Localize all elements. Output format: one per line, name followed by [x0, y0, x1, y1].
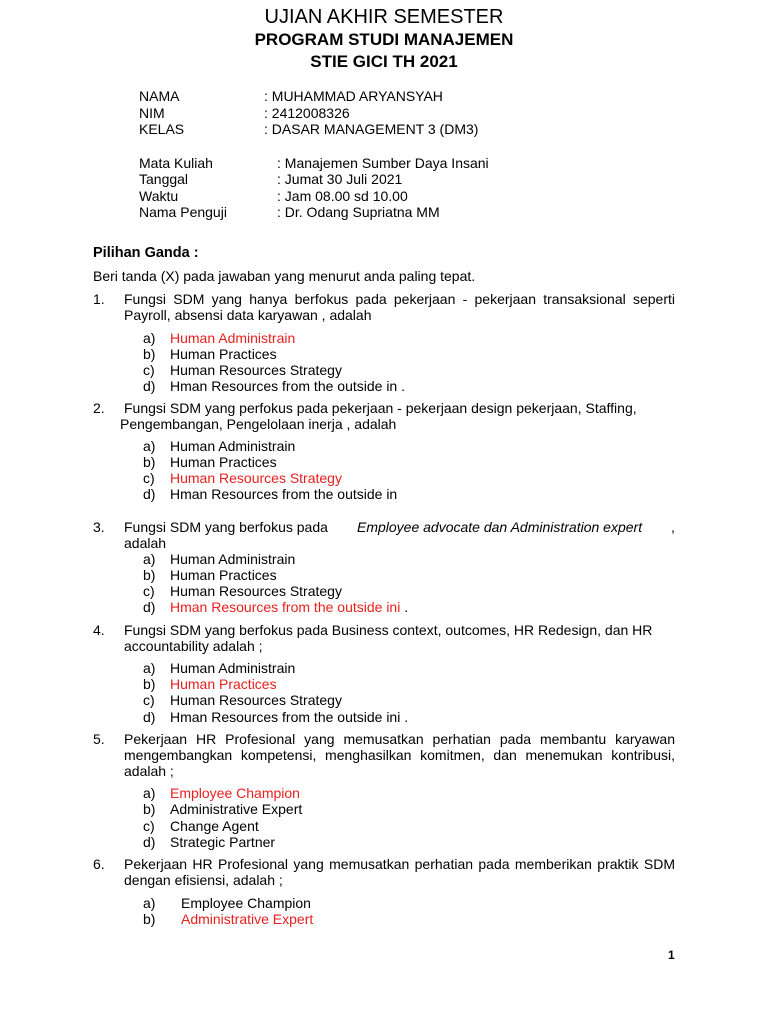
q2-option-c-letter: c) — [143, 470, 155, 486]
waktu-value: : Jam 08.00 sd 10.00 — [277, 188, 408, 204]
q2-option-b: Human Practices — [170, 454, 277, 470]
q1-option-c: Human Resources Strategy — [170, 362, 342, 378]
q3-option-d-answer — [170, 599, 408, 615]
question-3-line-1: Fungsi SDM yang berfokus pada — [124, 519, 328, 535]
q4-option-d-letter: d) — [143, 709, 156, 725]
question-3-line-2: adalah — [124, 535, 167, 551]
nim-label: NIM — [139, 105, 165, 121]
program-title: PROGRAM STUDI MANAJEMEN — [254, 30, 514, 49]
q3-option-c: Human Resources Strategy — [170, 583, 342, 599]
q2-option-d: Hman Resources from the outside in — [170, 486, 398, 502]
q1-option-b-letter: b) — [143, 346, 156, 362]
kelas-label: KELAS — [139, 121, 185, 137]
q5-option-a-answer: Employee Champion — [170, 785, 300, 801]
question-5-line-3: adalah ; — [124, 763, 174, 779]
q4-option-d: Hman Resources from the outside ini . — [170, 709, 409, 725]
q2-option-d-letter: d) — [143, 486, 156, 502]
q2-option-a: Human Administrain — [170, 438, 296, 454]
q3-option-b: Human Practices — [170, 567, 277, 583]
mata-kuliah-value: : Manajemen Sumber Daya Insani — [277, 155, 489, 171]
question-2-line-1: Fungsi SDM yang perfokus pada pekerjaan - pekerjaan design pekerjaan, Staffing, — [124, 400, 637, 416]
institution-title: STIE GICI TH 2021 — [310, 52, 458, 71]
question-5-line-2: mengembangkan kompetensi, menghasilkan komitmen, dan menemukan kontribusi, — [124, 747, 675, 763]
q1-option-b: Human Practices — [170, 346, 277, 362]
q4-option-a: Human Administrain — [170, 660, 296, 676]
q6-option-a: Employee Champion — [181, 895, 311, 911]
question-6-line-1: Pekerjaan HR Profesional yang memusatkan perhatian pada memberikan praktik SDM — [124, 856, 675, 872]
q3-option-d-text: Hman Resources from the outside ini — [170, 599, 401, 615]
q6-option-a-letter: a) — [143, 895, 156, 911]
q4-option-b-answer: Human Practices — [170, 676, 277, 692]
question-4-line-1: Fungsi SDM yang berfokus pada Business context, outcomes, HR Redesign, dan HR — [124, 622, 653, 638]
q5-option-c: Change Agent — [170, 818, 259, 834]
q5-option-c-letter: c) — [143, 818, 155, 834]
nama-value: : MUHAMMAD ARYANSYAH — [264, 88, 443, 104]
q5-option-b-letter: b) — [143, 801, 156, 817]
question-5-line-1: Pekerjaan HR Profesional yang memusatkan perhatian pada membantu karyawan — [124, 731, 675, 747]
q3-option-b-letter: b) — [143, 567, 156, 583]
section-heading: Pilihan Ganda : — [93, 245, 199, 261]
question-3-italic-phrase: Employee advocate dan Administration expert — [357, 519, 643, 535]
q4-option-a-letter: a) — [143, 660, 156, 676]
q5-option-b: Administrative Expert — [170, 801, 303, 817]
q3-option-a: Human Administrain — [170, 551, 296, 567]
question-1-number: 1. — [93, 291, 105, 307]
question-3-comma: , — [671, 519, 675, 535]
question-1-line-1: Fungsi SDM yang hanya berfokus pada pekerjaan - pekerjaan transaksional seperti — [124, 291, 675, 307]
q3-option-d-suffix: . — [400, 599, 409, 615]
q4-option-c-letter: c) — [143, 692, 155, 708]
question-4-number: 4. — [93, 622, 105, 638]
question-1-line-2: Payroll, absensi data karyawan , adalah — [124, 307, 372, 323]
q1-option-a-letter: a) — [143, 330, 156, 346]
tanggal-value: : Jumat 30 Juli 2021 — [277, 171, 403, 187]
q6-option-b-answer: Administrative Expert — [181, 911, 314, 927]
q4-option-c: Human Resources Strategy — [170, 692, 342, 708]
q3-option-a-letter: a) — [143, 551, 156, 567]
page-number: 1 — [668, 948, 675, 962]
tanggal-label: Tanggal — [139, 171, 189, 187]
q5-option-a-letter: a) — [143, 785, 156, 801]
q6-option-b-letter: b) — [143, 911, 156, 927]
q2-option-a-letter: a) — [143, 438, 156, 454]
waktu-label: Waktu — [139, 188, 179, 204]
question-3-number: 3. — [93, 519, 105, 535]
nama-label: NAMA — [139, 88, 180, 104]
penguji-label: Nama Penguji — [139, 204, 227, 220]
question-5-number: 5. — [93, 731, 105, 747]
section-instruction: Beri tanda (X) pada jawaban yang menurut anda paling tepat. — [93, 268, 476, 284]
q1-option-d: Hman Resources from the outside in . — [170, 378, 405, 394]
exam-title: UJIAN AKHIR SEMESTER — [264, 6, 504, 28]
q3-option-d-letter: d) — [143, 599, 156, 615]
q1-option-c-letter: c) — [143, 362, 155, 378]
q4-option-b-letter: b) — [143, 676, 156, 692]
mata-kuliah-label: Mata Kuliah — [139, 155, 213, 171]
kelas-value: : DASAR MANAGEMENT 3 (DM3) — [264, 121, 479, 137]
question-4-line-2: accountability adalah ; — [124, 638, 263, 654]
q3-option-c-letter: c) — [143, 583, 155, 599]
question-6-number: 6. — [93, 856, 105, 872]
q5-option-d-letter: d) — [143, 834, 156, 850]
q2-option-b-letter: b) — [143, 454, 156, 470]
nim-value: : 2412008326 — [264, 105, 350, 121]
question-2-number: 2. — [93, 400, 105, 416]
penguji-value: : Dr. Odang Supriatna MM — [277, 204, 440, 220]
q1-option-d-letter: d) — [143, 378, 156, 394]
question-6-line-2: dengan efisiensi, adalah ; — [124, 872, 283, 888]
q1-option-a-answer: Human Administrain — [170, 330, 296, 346]
question-2-line-2: Pengembangan, Pengelolaan inerja , adalah — [120, 416, 397, 432]
q2-option-c-answer: Human Resources Strategy — [170, 470, 342, 486]
q5-option-d: Strategic Partner — [170, 834, 276, 850]
